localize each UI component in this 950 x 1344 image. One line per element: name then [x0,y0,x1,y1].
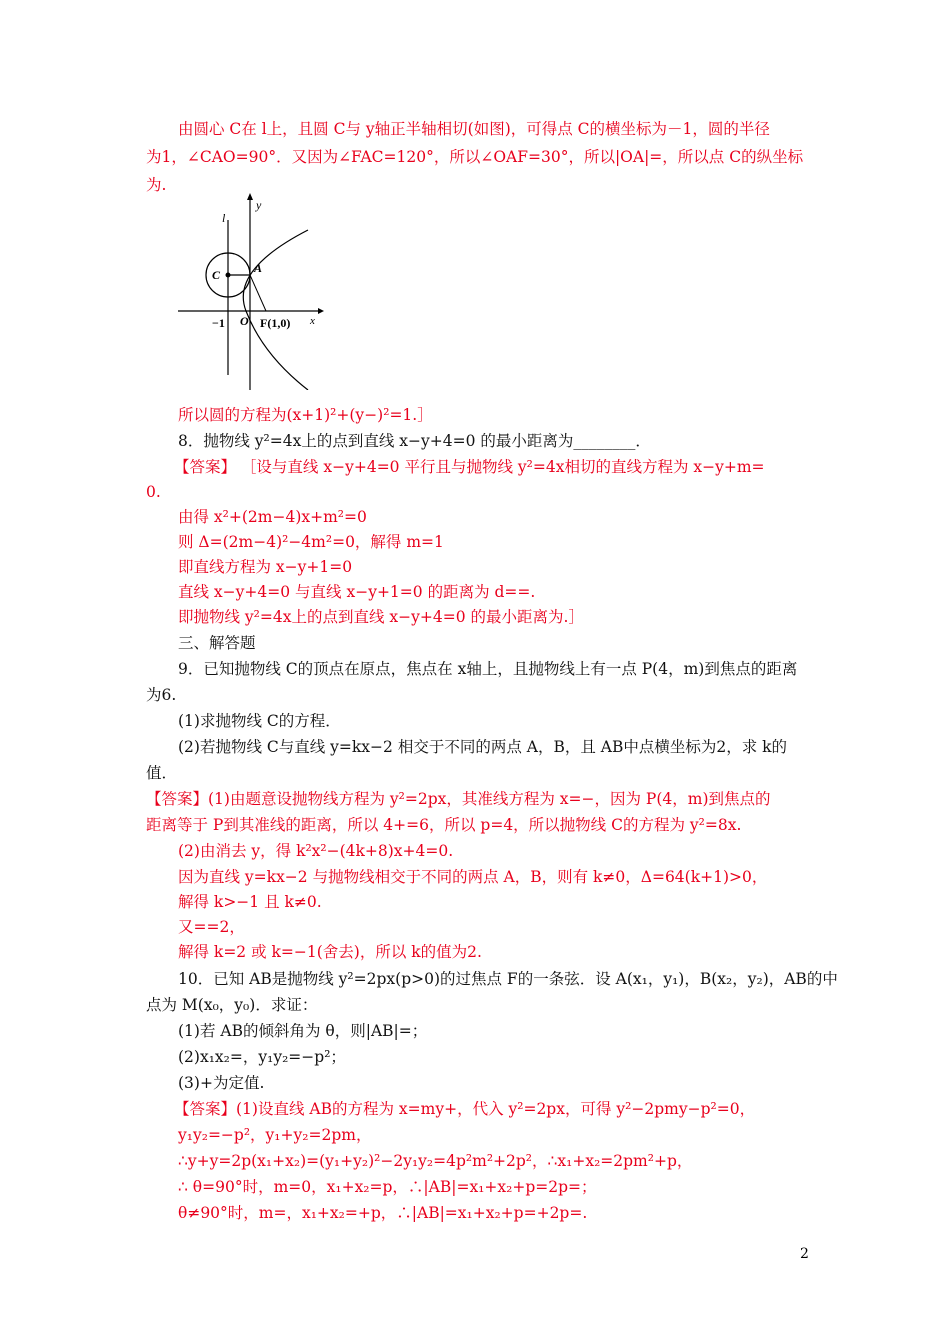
q10-answer-line-2: y₁y₂=−p²，y₁+y₂=2pm， [178,1126,372,1144]
q8-answer-line-3: 由得 x²+(2m−4)x+m²=0 [178,508,367,526]
q9-question-line-4: (2)若抛物线 C与直线 y=kx−2 相交于不同的两点 A，B，且 AB中点横坐标为2，求 k的 [178,738,788,756]
q9-answer-line-3: (2)由消去 y，得 k²x²−(4k+8)x+4=0. [178,842,454,860]
page-number: 2 [800,1246,809,1262]
label-neg1: −1 [212,316,225,330]
solution7-line-3: 为. [146,176,167,194]
q8-answer-line-2: 0. [146,483,161,501]
solution7-conclusion: 所以圆的方程为(x+1)²+(y−)²=1.］ [178,406,433,424]
parabola-curve [243,230,308,390]
solution7-line-1: 由圆心 C在 l上，且圆 C与 y轴正半轴相切(如图)，可得点 C的横坐标为－1，圆的半径 [178,120,770,138]
q10-question-line-5: (3)+为定值. [178,1074,265,1092]
q10-answer-line-3: ∴y+y=2p(x₁+x₂)=(y₁+y₂)²−2y₁y₂=4p²m²+2p²，∴x₁+x₂=2pm²+p， [178,1152,693,1170]
q10-answer-line-4: ∴ θ=90°时，m=0，x₁+x₂=p，∴|AB|=x₁+x₂+p=2p=； [178,1178,597,1196]
q8-answer-line-6: 直线 x−y+4=0 与直线 x−y+1=0 的距离为 d==. [178,583,536,601]
q10-question-line-1: 10．已知 AB是抛物线 y²=2px(p>0)的过焦点 F的一条弦．设 A(x₁，y₁)，B(x₂，y₂)，AB的中 [178,970,838,988]
q8-answer-line-4: 则 Δ=(2m−4)²−4m²=0，解得 m=1 [178,533,444,551]
solution7-line-2: 为1，∠CAO=90°．又因为∠FAC=120°，所以∠OAF=30°，所以|OA|=，所以点 C的纵坐标 [146,148,804,166]
q10-question-line-3: (1)若 AB的倾斜角为 θ，则|AB|=； [178,1022,428,1040]
q9-question-line-2: 为6. [146,686,177,704]
q9-answer-line-1: 【答案】(1)由题意设抛物线方程为 y²=2px，其准线方程为 x=−，因为 P(4，m)到焦点的 [146,790,771,808]
q10-question-line-2: 点为 M(x₀，y₀)．求证： [146,996,318,1014]
q10-answer-line-5: θ≠90°时，m=，x₁+x₂=+p，∴|AB|=x₁+x₂+p=+2p=. [178,1204,588,1222]
q9-answer-line-4: 因为直线 y=kx−2 与抛物线相交于不同的两点 A，B，则有 k≠0，Δ=64(k+1)>0， [178,868,768,886]
label-y: y [256,198,262,212]
q9-answer-line-5: 解得 k>−1 且 k≠0. [178,893,322,911]
x-axis-arrow [318,308,324,314]
q9-question-line-5: 值． [146,764,178,782]
section-title: 三、解答题 [178,634,256,652]
center-dot [226,273,231,278]
segment-af [250,275,266,311]
label-c: C [212,268,221,282]
parabola-circle-figure [168,190,328,390]
label-x: x [310,315,315,327]
label-f: F(1,0) [260,316,291,330]
label-o: O [240,314,249,328]
q9-answer-line-6: 又==2， [178,918,245,936]
q8-question: 8．抛物线 y²=4x上的点到直线 x−y+4=0 的最小距离为________． [178,432,651,450]
y-axis-arrow [247,193,253,200]
label-l: l [222,211,226,225]
q8-answer-line-7: 即抛物线 y²=4x上的点到直线 x−y+4=0 的最小距离为.］ [178,608,584,626]
q9-answer-line-7: 解得 k=2 或 k=−1(舍去)，所以 k的值为2. [178,943,482,961]
q9-answer-line-2: 距离等于 P到其准线的距离，所以 4+=6，所以 p=4，所以抛物线 C的方程为 y²=8x. [146,816,742,834]
q8-answer-line-5: 即直线方程为 x−y+1=0 [178,558,353,576]
q10-question-line-4: (2)x₁x₂=，y₁y₂=−p²； [178,1048,346,1066]
q9-question-line-1: 9．已知抛物线 C的顶点在原点，焦点在 x轴上，且抛物线上有一点 P(4，m)到焦点的距离 [178,660,798,678]
q8-answer-line-1: 【答案】 ［设与直线 x−y+4=0 平行且与抛物线 y²=4x相切的直线方程为 x−y+m= [174,458,765,476]
q9-question-line-3: (1)求抛物线 C的方程． [178,712,341,730]
q10-answer-line-1: 【答案】(1)设直线 AB的方程为 x=my+，代入 y²=2px，可得 y²−2pmy−p²=0， [174,1100,756,1118]
label-a: A [254,261,263,275]
